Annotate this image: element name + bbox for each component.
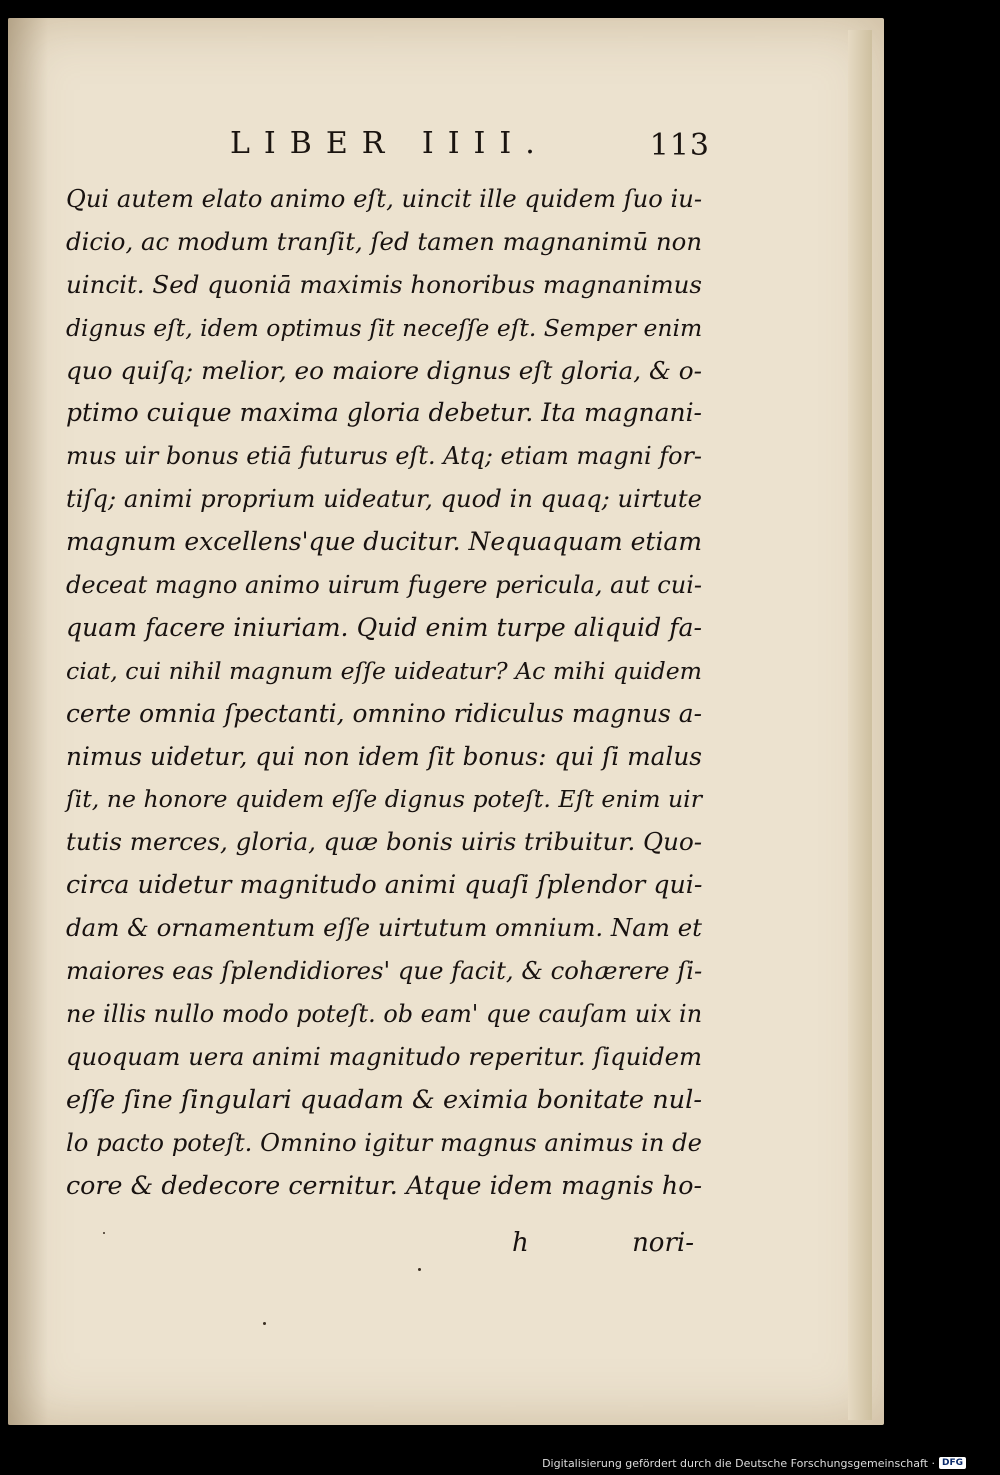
catchword-line xyxy=(510,1228,694,1270)
catchword: nori- xyxy=(632,1228,694,1258)
paper-speck xyxy=(263,1322,266,1325)
paper-speck xyxy=(103,1232,105,1234)
paper-speck xyxy=(418,1268,421,1271)
gutter-shadow xyxy=(8,18,48,1425)
text-line: lo pacto poteſt. Omnino igitur magnus animus in de xyxy=(66,1127,702,1157)
page-edge xyxy=(848,30,872,1420)
text-line: quoquam uera animi magnitudo reperitur. ſiquidem xyxy=(66,1041,702,1071)
text-line: core & dedecore cernitur. Atque idem magnis ho- xyxy=(66,1170,702,1201)
text-line: uincit. Sed quoniā maximis honoribus magnanimus xyxy=(66,269,702,299)
text-line: Qui autem elato animo eſt, uincit ille quidem ſuo iu- xyxy=(66,185,702,213)
text-line: quo quiſq; melior, eo maiore dignus eſt gloria, & o- xyxy=(66,355,702,385)
digitization-footer xyxy=(542,1455,966,1471)
text-line: dignus eſt, idem optimus ſit neceſſe eſt. Semper enim xyxy=(66,313,703,342)
footer-text: Digitalisierung gefördert durch die Deutsche Forschungsgemeinschaft · xyxy=(542,1456,935,1470)
running-title: LIBER IIII. xyxy=(230,126,549,161)
text-line: deceat magno animo uirum fugere pericula, aut cui- xyxy=(66,571,702,600)
page-number: 113 xyxy=(649,128,710,163)
text-line: certe omnia ſpectanti, omnino ridiculus magnus a- xyxy=(66,698,702,728)
text-line: ciat, cui nihil magnum eſſe uideatur? Ac mihi quidem xyxy=(66,656,702,685)
text-line: ptimo cuique maxima gloria debetur. Ita magnani- xyxy=(66,398,702,428)
text-line: nimus uidetur, qui non idem ſit bonus: qui ſi malus xyxy=(66,741,702,771)
text-line: ſit, ne honore quidem eſſe dignus poteſt. Eſt enim uir xyxy=(66,785,702,814)
text-line: tutis merces, gloria, quæ bonis uiris tribuitur. Quo- xyxy=(66,827,702,857)
dfg-logo: DFG xyxy=(939,1457,966,1469)
text-line: dicio, ac modum tranſit, ſed tamen magnanimū non xyxy=(66,226,702,256)
page-header xyxy=(230,122,710,172)
body-text xyxy=(66,178,702,1207)
text-line: ne illis nullo modo poteſt. ob eam' que cauſam uix in xyxy=(66,999,703,1028)
text-line: dam & ornamentum eſſe uirtutum omnium. Nam et xyxy=(66,913,702,943)
text-line: magnum excellens'que ducitur. Nequaquam etiam xyxy=(66,527,702,557)
text-line: eſſe ſine ſingulari quadam & eximia bonitate nul- xyxy=(66,1084,702,1115)
text-line: circa uidetur magnitudo animi quaſi ſplendor qui- xyxy=(66,870,703,900)
signature-mark: h xyxy=(512,1228,529,1258)
text-line: quam facere iniuriam. Quid enim turpe aliquid fa- xyxy=(66,612,702,642)
text-line: mus uir bonus etiā futurus eſt. Atq; etiam magni for- xyxy=(66,442,702,471)
text-line: maiores eas ſplendidiores' que facit, & cohærere ſi- xyxy=(66,956,703,986)
text-line: tiſq; animi proprium uideatur, quod in quaq; uirtute xyxy=(66,484,702,514)
